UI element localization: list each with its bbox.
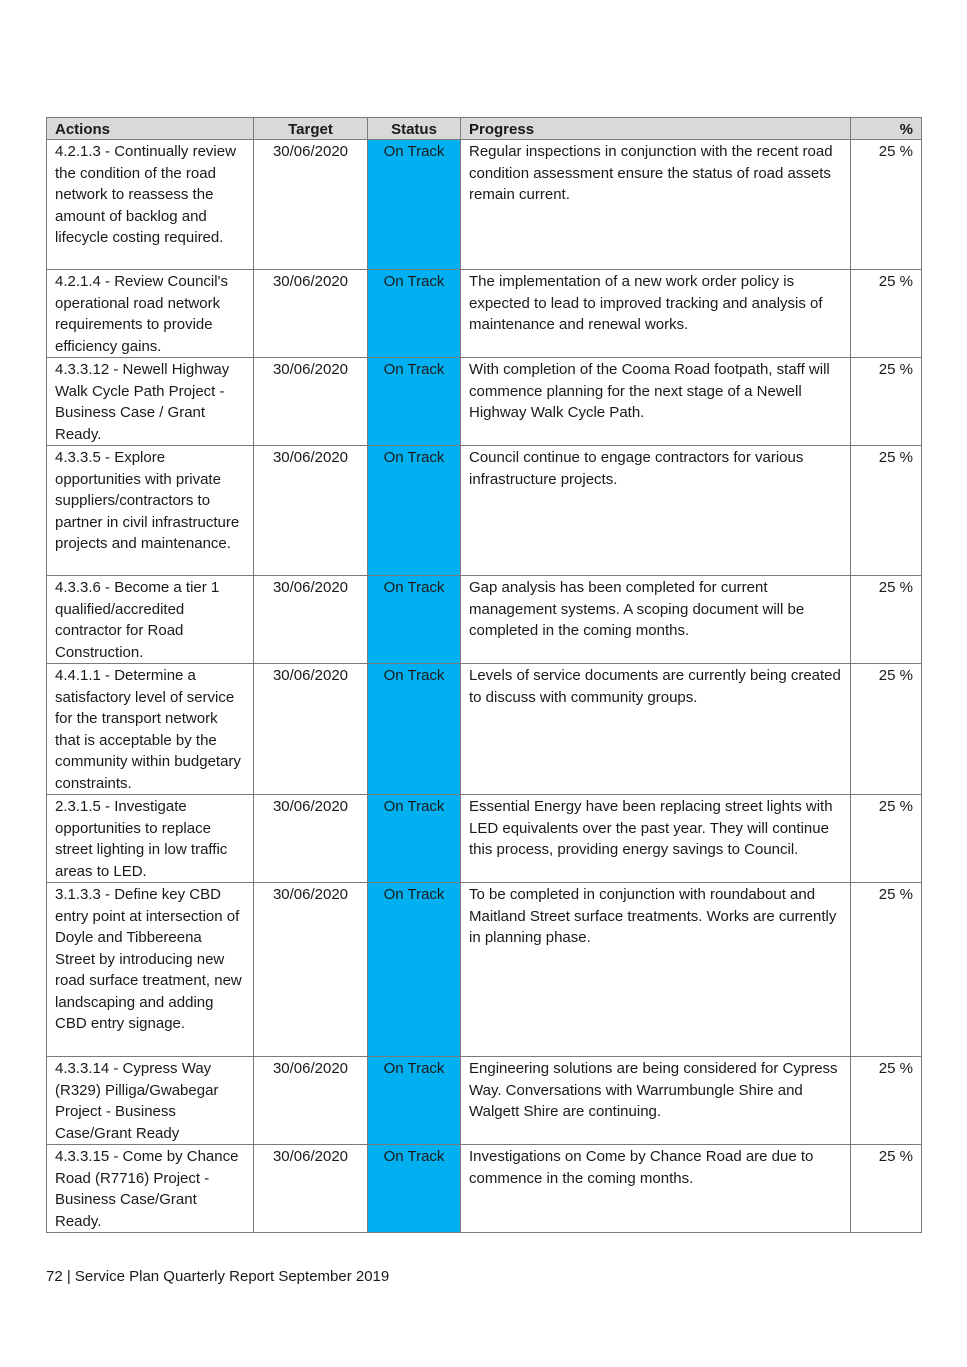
table-row [47,358,922,446]
action-cell: 4.3.3.14 - Cypress Way (R329) Pilliga/Gwabegar Project - Business Case/Grant Ready [47,1057,254,1145]
table-row [47,664,922,795]
table-row [47,270,922,358]
progress-cell: To be completed in conjunction with roundabout and Maitland Street surface treatments. Works are currently in planning phase. [461,883,851,1057]
action-cell: 2.3.1.5 - Investigate opportunities to replace street lighting in low traffic areas to LED. [47,795,254,883]
status-cell: On Track [368,576,461,664]
status-cell: On Track [368,795,461,883]
actions-table [46,117,922,1233]
percent-cell: 25 % [851,446,922,576]
header-target: Target [254,118,368,140]
action-cell: 4.4.1.1 - Determine a satisfactory level of service for the transport network that is acceptable by the community within budgetary constraints. [47,664,254,795]
percent-cell: 25 % [851,664,922,795]
percent-cell: 25 % [851,358,922,446]
target-cell: 30/06/2020 [254,576,368,664]
action-cell: 4.3.3.15 - Come by Chance Road (R7716) Project - Business Case/Grant Ready. [47,1145,254,1233]
progress-cell: Council continue to engage contractors for various infrastructure projects. [461,446,851,576]
progress-cell: With completion of the Cooma Road footpath, staff will commence planning for the next stage of a Newell Highway Walk Cycle Path. [461,358,851,446]
progress-cell: Levels of service documents are currently being created to discuss with community groups. [461,664,851,795]
header-percent: % [851,118,922,140]
percent-cell: 25 % [851,270,922,358]
target-cell: 30/06/2020 [254,358,368,446]
status-cell: On Track [368,883,461,1057]
percent-cell: 25 % [851,1057,922,1145]
status-cell: On Track [368,270,461,358]
table-row [47,140,922,270]
status-cell: On Track [368,140,461,270]
table-row [47,1145,922,1233]
target-cell: 30/06/2020 [254,883,368,1057]
target-cell: 30/06/2020 [254,270,368,358]
action-cell: 4.3.3.6 - Become a tier 1 qualified/accredited contractor for Road Construction. [47,576,254,664]
table-row [47,795,922,883]
progress-cell: Essential Energy have been replacing street lights with LED equivalents over the past year. They will continue this process, providing energy savings to Council. [461,795,851,883]
table-row [47,1057,922,1145]
table-header-row [47,118,922,140]
action-cell: 4.2.1.3 - Continually review the condition of the road network to reassess the amount of backlog and lifecycle costing required. [47,140,254,270]
action-cell: 4.3.3.5 - Explore opportunities with private suppliers/contractors to partner in civil infrastructure projects and maintenance. [47,446,254,576]
percent-cell: 25 % [851,576,922,664]
header-progress: Progress [461,118,851,140]
header-actions: Actions [47,118,254,140]
table-row [47,883,922,1057]
table-row [47,446,922,576]
percent-cell: 25 % [851,1145,922,1233]
progress-cell: The implementation of a new work order policy is expected to lead to improved tracking and analysis of maintenance and renewal works. [461,270,851,358]
percent-cell: 25 % [851,795,922,883]
target-cell: 30/06/2020 [254,446,368,576]
action-cell: 4.2.1.4 - Review Council's operational road network requirements to provide efficiency gains. [47,270,254,358]
progress-cell: Regular inspections in conjunction with the recent road condition assessment ensure the status of road assets remain current. [461,140,851,270]
target-cell: 30/06/2020 [254,795,368,883]
page-footer: 72 | Service Plan Quarterly Report September 2019 [46,1268,390,1285]
target-cell: 30/06/2020 [254,140,368,270]
percent-cell: 25 % [851,140,922,270]
header-status: Status [368,118,461,140]
progress-cell: Investigations on Come by Chance Road are due to commence in the coming months. [461,1145,851,1233]
percent-cell: 25 % [851,883,922,1057]
progress-cell: Engineering solutions are being considered for Cypress Way. Conversations with Warrumbungle Shire and Walgett Shire are continuing. [461,1057,851,1145]
target-cell: 30/06/2020 [254,664,368,795]
status-cell: On Track [368,446,461,576]
target-cell: 30/06/2020 [254,1057,368,1145]
status-cell: On Track [368,664,461,795]
table-row [47,576,922,664]
action-cell: 3.1.3.3 - Define key CBD entry point at intersection of Doyle and Tibbereena Street by introducing new road surface treatment, new landscaping and adding CBD entry signage. [47,883,254,1057]
target-cell: 30/06/2020 [254,1145,368,1233]
action-cell: 4.3.3.12 - Newell Highway Walk Cycle Path Project - Business Case / Grant Ready. [47,358,254,446]
status-cell: On Track [368,1057,461,1145]
status-cell: On Track [368,358,461,446]
status-cell: On Track [368,1145,461,1233]
progress-cell: Gap analysis has been completed for current management systems. A scoping document will be completed in the coming months. [461,576,851,664]
